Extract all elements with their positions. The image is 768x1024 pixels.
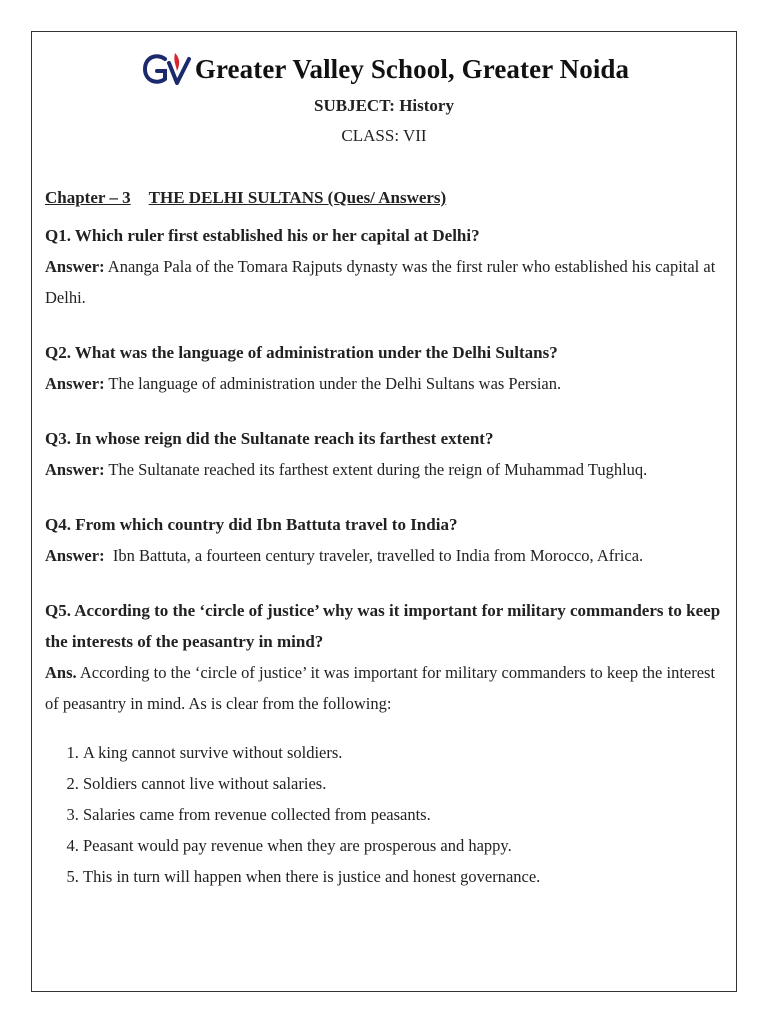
list-item: 4. Peasant would pay revenue when they are prosperous and happy.	[83, 830, 725, 861]
qa-block-5	[45, 595, 725, 719]
chapter-heading	[45, 186, 725, 210]
answer-label: Answer:	[45, 460, 105, 479]
question-5: Q5. According to the ‘circle of justice’ why was it important for military commanders to keep the interests of the peasantry in mind?	[45, 601, 721, 651]
gvs-logo-icon	[139, 49, 195, 89]
list-item: 2. Soldiers cannot live without salaries.	[83, 768, 725, 799]
question-1: Q1. Which ruler first established his or her capital at Delhi?	[45, 226, 480, 245]
chapter-number: Chapter – 3	[45, 188, 131, 207]
title-row	[31, 44, 737, 94]
list-item: 3. Salaries came from revenue collected from peasants.	[83, 799, 725, 830]
reasons-list	[45, 737, 725, 892]
question-3: Q3. In whose reign did the Sultanate reach its farthest extent?	[45, 429, 494, 448]
answer-label: Ans.	[45, 663, 77, 682]
question-4: Q4. From which country did Ibn Battuta travel to India?	[45, 515, 458, 534]
answer-text: According to the ‘circle of justice’ it was important for military commanders to keep the interest of peasantry in mind. As is clear from the following:	[45, 663, 716, 713]
reasons-list-wrap	[45, 737, 725, 892]
answer-4	[45, 540, 725, 571]
answer-text: The language of administration under the Delhi Sultans was Persian.	[104, 374, 562, 393]
answer-1	[45, 251, 725, 313]
answer-text: Ananga Pala of the Tomara Rajputs dynasty was the first ruler who established his capital at Delhi.	[45, 257, 716, 307]
document-header	[31, 44, 737, 146]
answer-label: Answer:	[45, 257, 105, 276]
answer-label: Answer:	[45, 374, 105, 393]
answer-text: Ibn Battuta, a fourteen century traveler, travelled to India from Morocco, Africa.	[104, 546, 644, 565]
subject-line: SUBJECT: History	[314, 96, 454, 115]
class-line: CLASS: VII	[341, 126, 427, 145]
qa-block-3	[45, 423, 725, 485]
list-item: 5. This in turn will happen when there is justice and honest governance.	[83, 861, 725, 892]
answer-2	[45, 368, 725, 399]
question-2: Q2. What was the language of administration under the Delhi Sultans?	[45, 343, 558, 362]
document-body	[45, 186, 725, 892]
school-name: Greater Valley School, Greater Noida	[194, 53, 630, 84]
chapter-title: THE DELHI SULTANS (Ques/ Answers)	[148, 188, 447, 207]
qa-block-4	[45, 509, 725, 571]
answer-text: The Sultanate reached its farthest extent during the reign of Muhammad Tughluq.	[104, 460, 648, 479]
list-item: 1. A king cannot survive without soldiers.	[83, 737, 725, 768]
answer-5	[45, 657, 725, 719]
answer-label: Answer:	[45, 546, 105, 565]
answer-3	[45, 454, 725, 485]
qa-block-1	[45, 220, 725, 313]
qa-block-2	[45, 337, 725, 399]
